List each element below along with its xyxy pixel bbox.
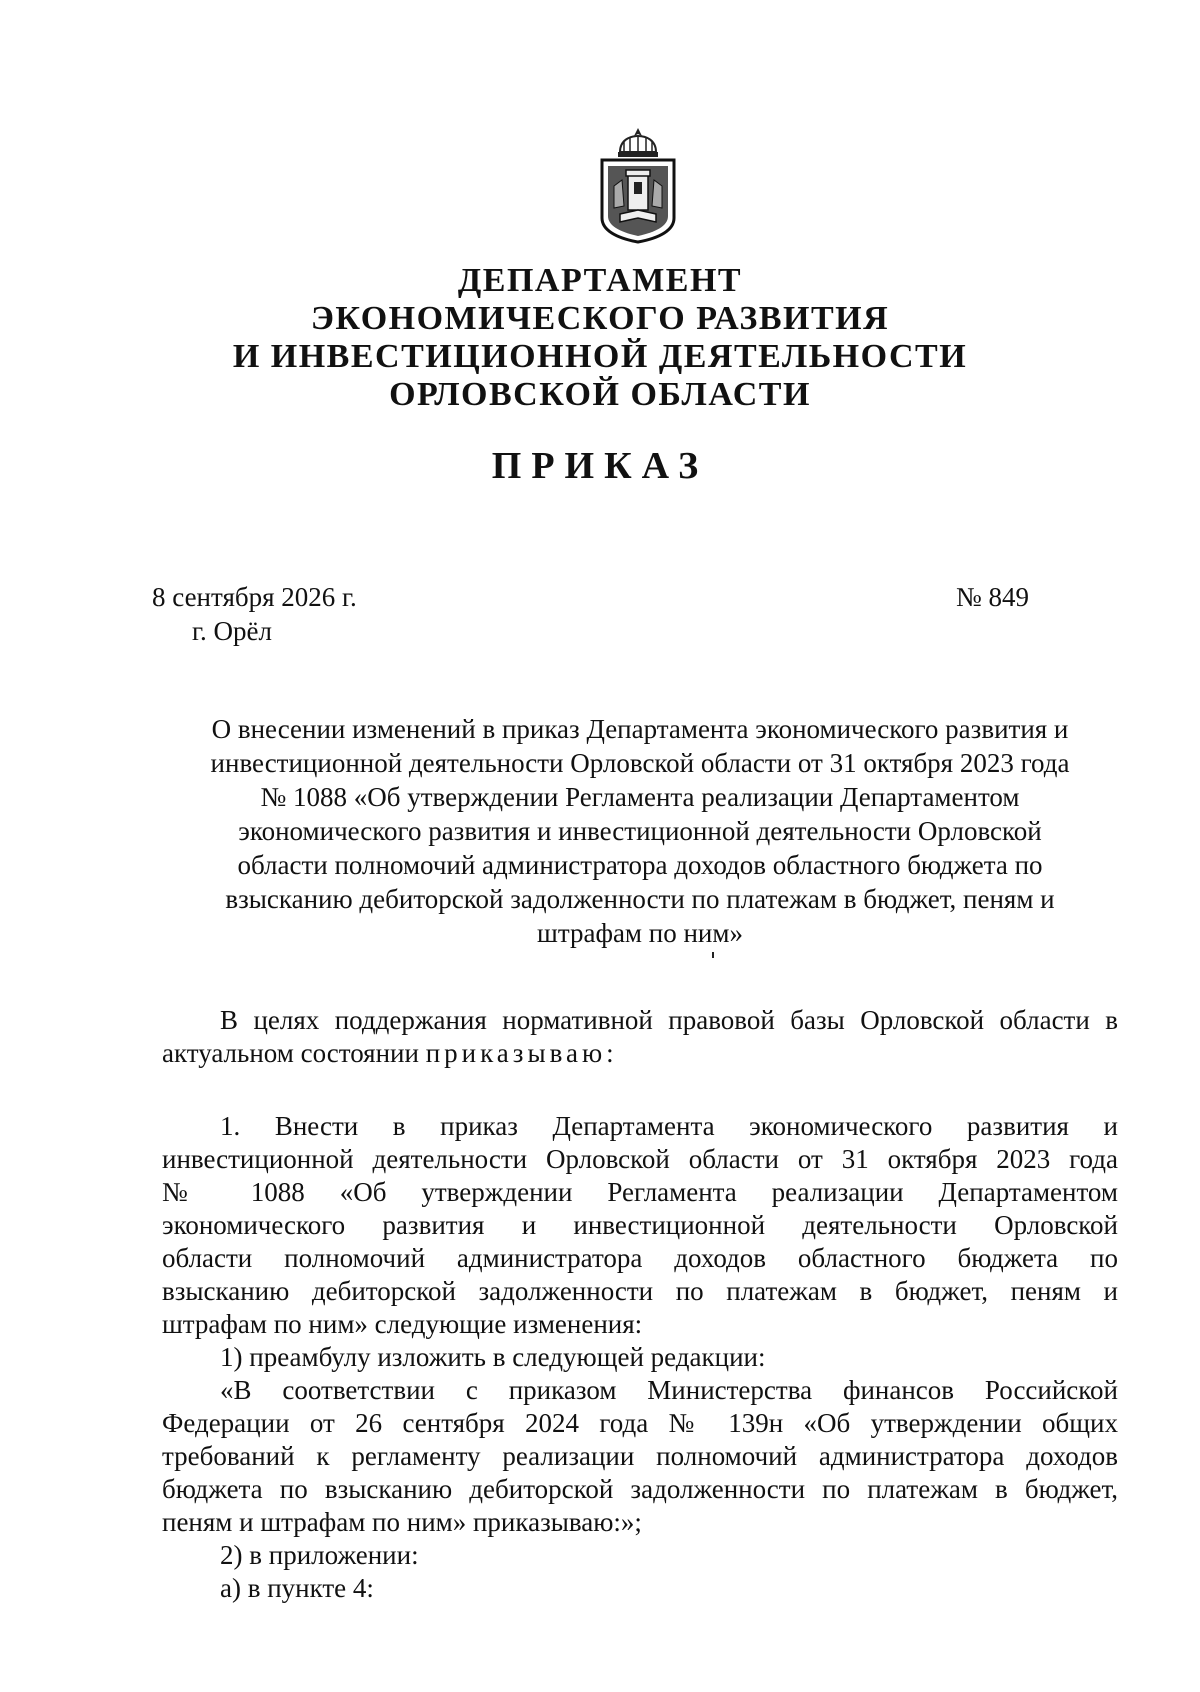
item-1-line: области полномочий администратора доходов областного бюджета по — [162, 1243, 1118, 1273]
item-1-paragraph — [162, 1110, 1118, 1341]
quote-line: бюджета по взысканию дебиторской задолженности по платежам в бюджет, — [162, 1474, 1118, 1504]
quote-line: Федерации от 26 сентября 2024 года № 139н «Об утверждении общих — [162, 1408, 1118, 1438]
document-title: ПРИКАЗ — [491, 445, 709, 487]
item-1-line: 1. Внести в приказ Департамента экономического развития и — [220, 1111, 1118, 1141]
orders-word: приказываю — [425, 1038, 607, 1068]
item-1-line: № 1088 «Об утверждении Регламента реализации Департаментом — [162, 1177, 1118, 1207]
subject-line: экономического развития и инвестиционной деятельности Орловской — [238, 816, 1042, 846]
quote-line: «В соответствии с приказом Министерства финансов Российской — [220, 1375, 1118, 1405]
quote-line: пеням и штрафам по ним» приказываю:»; — [162, 1507, 642, 1537]
preamble-line: В целях поддержания нормативной правовой базы Орловской области в — [220, 1005, 1118, 1035]
quote-line: требований к регламенту реализации полномочий администратора доходов — [162, 1441, 1118, 1471]
header-line: ЭКОНОМИЧЕСКОГО РАЗВИТИЯ — [310, 300, 890, 337]
coat-of-arms-emblem — [596, 126, 680, 244]
preamble-line — [162, 1037, 1118, 1070]
subject-line: штрафам по ним» — [537, 918, 743, 948]
subject-line: № 1088 «Об утверждении Регламента реализации Департаментом — [260, 782, 1020, 812]
subject-line: О внесении изменений в приказ Департамента экономического развития и — [211, 714, 1069, 744]
subitem-2: 2) в приложении: — [220, 1540, 419, 1570]
quoted-preamble — [162, 1374, 1118, 1539]
subject-line: области полномочий администратора доходов областного бюджета по — [237, 850, 1043, 880]
preamble-paragraph — [162, 1004, 1118, 1070]
item-1-line: штрафам по ним» следующие изменения: — [162, 1309, 643, 1339]
order-subject — [180, 712, 1100, 950]
order-city: г. Орёл — [192, 616, 272, 646]
order-date: 8 сентября 2026 г. — [152, 582, 357, 612]
preamble-text: актуальном состоянии — [162, 1038, 426, 1068]
subject-line: взысканию дебиторской задолженности по платежам в бюджет, пеням и — [225, 884, 1055, 914]
item-1-line: экономического развития и инвестиционной деятельности Орловской — [162, 1210, 1118, 1240]
scan-artifact-mark — [712, 952, 714, 958]
header-line: ДЕПАРТАМЕНТ — [457, 262, 743, 299]
subject-line: инвестиционной деятельности Орловской области от 31 октября 2023 года — [210, 748, 1070, 778]
item-1-line: взысканию дебиторской задолженности по платежам в бюджет, пеням и — [162, 1276, 1118, 1306]
header-line: ОРЛОВСКОЙ ОБЛАСТИ — [389, 376, 811, 413]
department-header — [150, 262, 1050, 414]
item-1-line: инвестиционной деятельности Орловской области от 31 октября 2023 года — [162, 1144, 1118, 1174]
order-number: № 849 — [956, 582, 1030, 612]
preamble-colon: : — [606, 1038, 614, 1068]
order-body — [162, 1004, 1118, 1605]
header-line: И ИНВЕСТИЦИОННОЙ ДЕЯТЕЛЬНОСТИ — [232, 338, 968, 375]
subitem-1: 1) преамбулу изложить в следующей редакции: — [220, 1342, 766, 1372]
subitem-2a: а) в пункте 4: — [220, 1573, 374, 1603]
